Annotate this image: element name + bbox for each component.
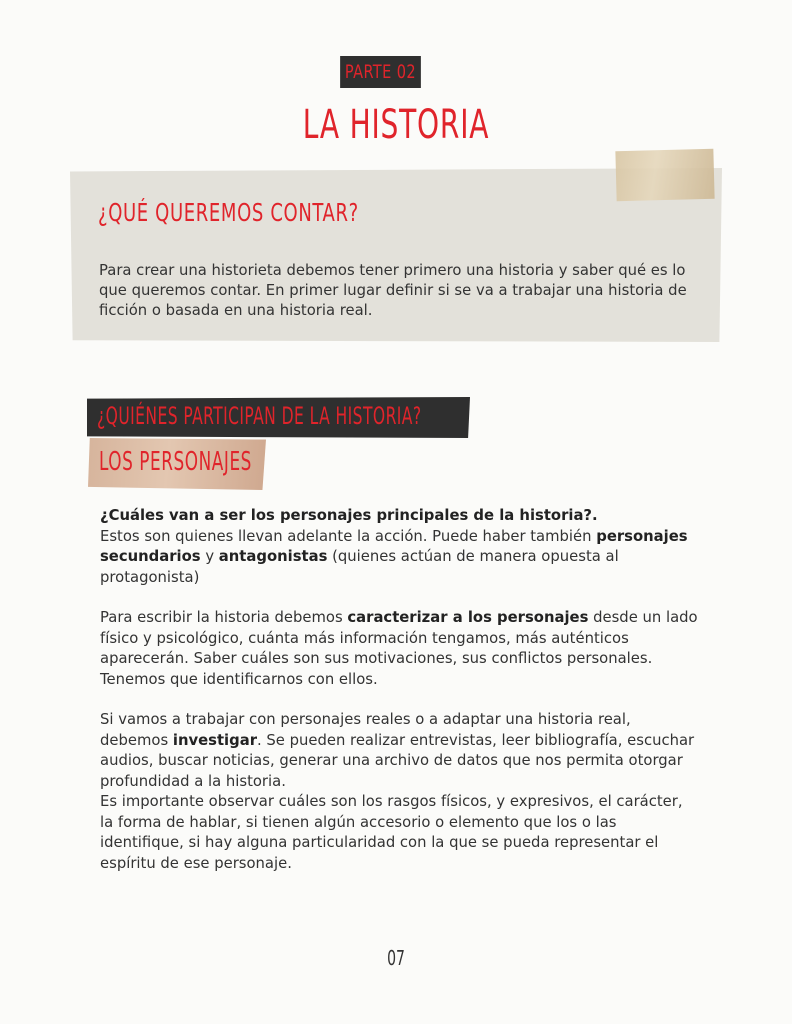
paragraph-3 bbox=[100, 710, 700, 792]
part-label: PARTE 02 bbox=[340, 56, 421, 88]
tape-decoration bbox=[615, 149, 714, 202]
paragraph-4: Es importante observar cuáles son los rasgos físicos, y expresivos, el carácter, la forma de hablar, si tienen algún accesorio o elemento que los o las identifique, si hay alguna particularidad con la que se pueda representar el espíritu de ese personaje. bbox=[100, 793, 683, 872]
question-line bbox=[100, 506, 700, 527]
p3-bold: investigar bbox=[172, 731, 257, 749]
p2-c: desde un lado físico y psicológico, cuánta más información tengamos, más auténticos aparecerán. Saber cuáles son sus motivaciones, sus conflictos personales. Tenemos que identificarnos con ellos. bbox=[100, 609, 698, 688]
intro-paragraph: Para crear una historieta debemos tener primero una historia y saber qué es lo que queremos contar. En primer lugar definir si se va a trabajar una historia de ficción o basada en una historia real. bbox=[99, 262, 687, 319]
p1-e: (quienes actúan de manera opuesta al protagonista) bbox=[100, 548, 619, 586]
page-title: LA HISTORIA bbox=[302, 102, 490, 148]
page-number: 07 bbox=[387, 946, 405, 970]
p1-bold-antagonistas: antagonistas bbox=[218, 548, 328, 565]
intro-heading: ¿QUÉ QUEREMOS CONTAR? bbox=[98, 198, 359, 227]
section-banner: ¿QUIÉNES PARTICIPAN DE LA HISTORIA? bbox=[97, 402, 422, 430]
p1-c: y bbox=[200, 548, 219, 565]
body-text bbox=[100, 506, 700, 874]
paragraph-1 bbox=[100, 527, 700, 589]
p1-a: Estos son quienes llevan adelante la acción. Puede haber también bbox=[100, 527, 597, 545]
p3-a: Si vamos a trabajar con personajes reales o a adaptar una historia real, debemos bbox=[100, 711, 631, 749]
paragraph-2 bbox=[100, 608, 700, 690]
p2-a: Para escribir la historia debemos bbox=[100, 609, 348, 626]
p2-bold: caracterizar a los personajes bbox=[347, 609, 589, 626]
p1-bold-secundarios: personajes secundarios bbox=[100, 527, 688, 565]
question-bold: ¿Cuáles van a ser los personajes principales de la historia?. bbox=[100, 507, 598, 524]
section-subbanner: LOS PERSONAJES bbox=[99, 447, 252, 477]
p3-c: . Se pueden realizar entrevistas, leer bibliografía, escuchar audios, buscar noticias, generar una archivo de datos que nos permita otorgar profundidad a la historia. bbox=[100, 731, 695, 790]
